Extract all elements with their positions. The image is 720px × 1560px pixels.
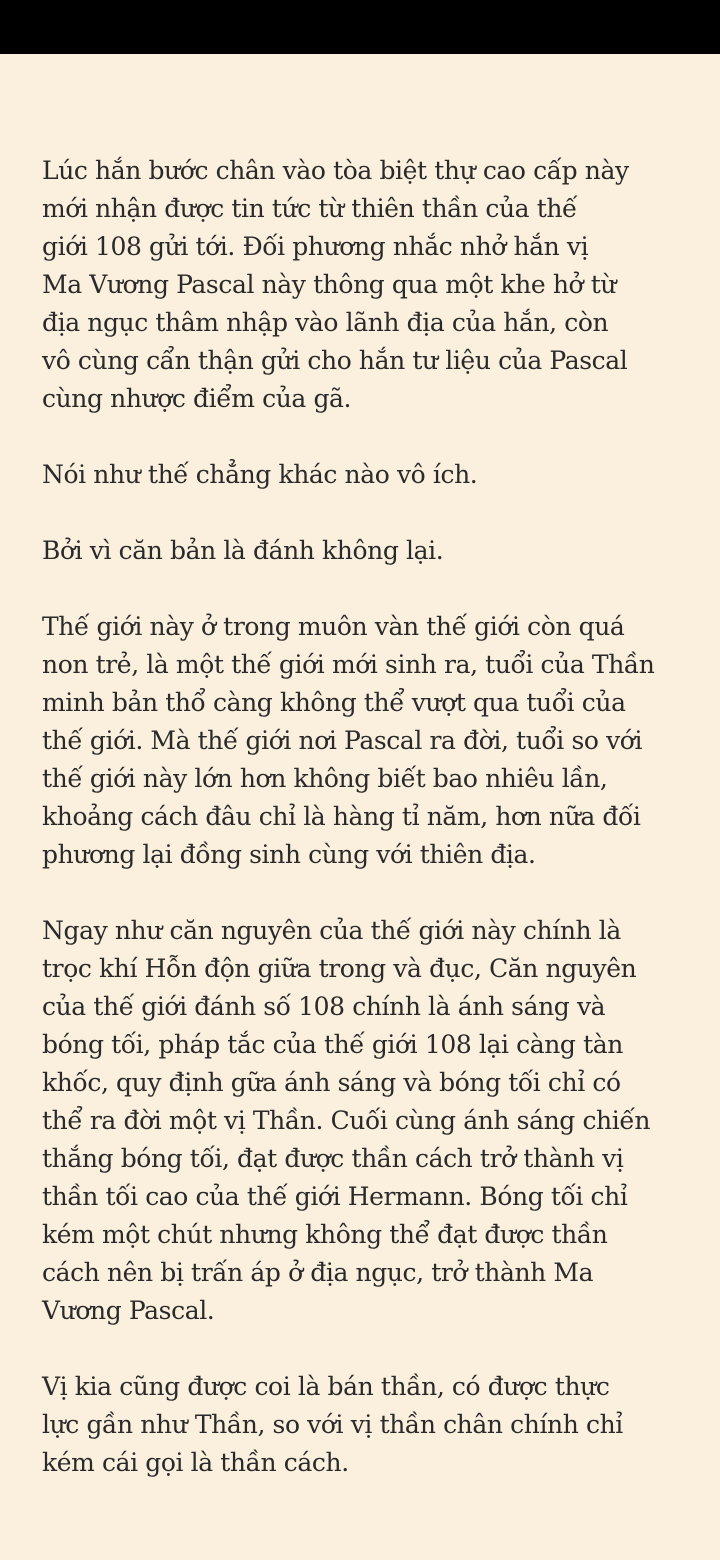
paragraph: Vị kia cũng được coi là bán thần, có được thực lực gần như Thần, so với vị thần chân chính chỉ kém cái gọi là thần cách.	[42, 1372, 623, 1477]
paragraph: Ngay như căn nguyên của thế giới này chính là trọc khí Hỗn độn giữa trong và đục, Căn nguyên của thế giới đánh số 108 chính là ánh sáng và bóng tối, pháp tắc của thế giới 108 lại càng tàn khốc, quy định gữa ánh sáng và bóng tối chỉ có thể ra đời một vị Thần. Cuối cùng ánh sáng chiến thắng bóng tối, đạt được thần cách trở thành vị thần tối cao của thế giới Hermann. Bóng tối chỉ kém một chút nhưng không thể đạt được thần cách nên bị trấn áp ở địa ngục, trở thành Ma Vương Pascal.	[42, 916, 651, 1325]
paragraph: Bởi vì căn bản là đánh không lại.	[42, 536, 444, 565]
paragraph: Thế giới này ở trong muôn vàn thế giới còn quá non trẻ, là một thế giới mới sinh ra, tuổi của Thần minh bản thổ càng không thể vượt qua tuổi của thế giới. Mà thế giới nơi Pascal ra đời, tuổi so với thế giới này lớn hơn không biết bao nhiêu lần, khoảng cách đâu chỉ là hàng tỉ năm, hơn nữa đối phương lại đồng sinh cùng với thiên địa.	[42, 612, 655, 869]
paragraph: Lúc hắn bước chân vào tòa biệt thự cao cấp này mới nhận được tin tức từ thiên thần của thế giới 108 gửi tới. Đối phương nhắc nhở hắn vị Ma Vương Pascal này thông qua một khe hở từ địa ngục thâm nhập vào lãnh địa của hắn, còn vô cùng cẩn thận gửi cho hắn tư liệu của Pascal cùng nhược điểm của gã.	[42, 156, 629, 413]
reading-pane[interactable]	[42, 152, 678, 1520]
paragraph: Nói như thế chẳng khác nào vô ích.	[42, 460, 478, 489]
status-bar	[0, 0, 720, 54]
